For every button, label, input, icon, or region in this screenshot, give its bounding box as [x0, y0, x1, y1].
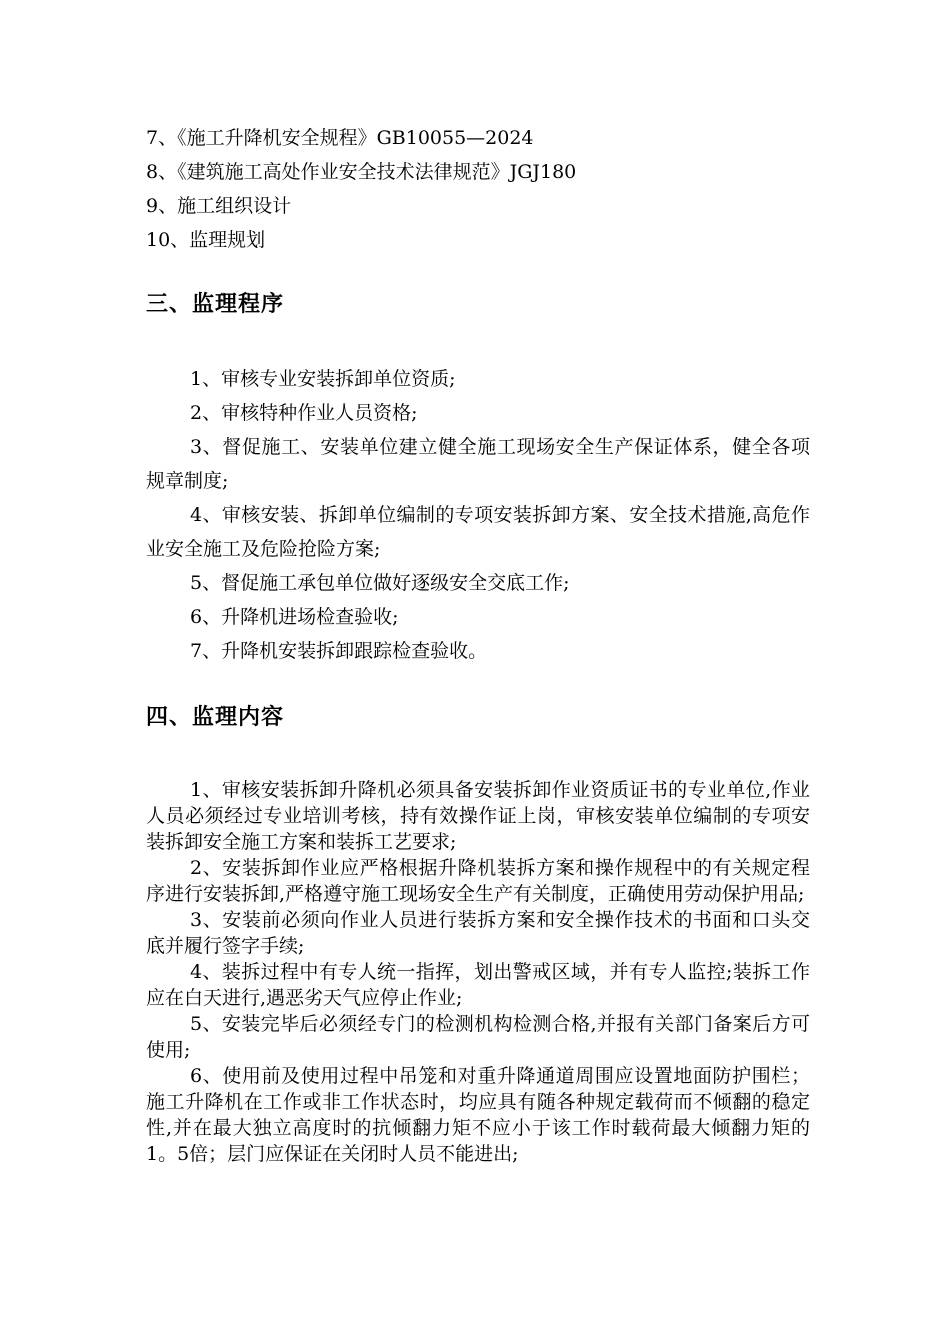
procedure-item: 7、升降机安装拆卸跟踪检查验收。 — [190, 640, 488, 662]
procedure-item: 6、升降机进场检查验收; — [190, 606, 399, 628]
reference-item: 10、监理规划 — [146, 229, 266, 251]
content-item: 6、使用前及使用过程中吊笼和对重升降通道周围应设置地面防护围栏；施工升降机在工作或非工作状态时，均应具有随各种规定载荷而不倾翻的稳定性,并在最大独立高度时的抗倾翻力矩不应小于该工作时载荷最大倾翻力矩的1。5倍；层门应保证在关闭时人员不能进出; — [146, 1065, 810, 1165]
reference-list — [146, 121, 846, 257]
procedure-item: 1、审核专业安装拆卸单位资质; — [190, 368, 456, 390]
section-heading-content: 四、监理内容 — [146, 705, 285, 730]
reference-item: 9、施工组织设计 — [146, 195, 292, 217]
section-heading-procedure: 三、监理程序 — [146, 292, 285, 317]
reference-item: 8、《建筑施工高处作业安全技术法律规范》JGJ180 — [146, 161, 577, 183]
content-item: 3、安装前必须向作业人员进行装拆方案和安全操作技术的书面和口头交底并履行签字手续; — [146, 909, 810, 957]
reference-item: 7、《施工升降机安全规程》GB10055—2024 — [146, 127, 534, 149]
content-item: 2、安装拆卸作业应严格根据升降机装拆方案和操作规程中的有关规定程序进行安装拆卸,严格遵守施工现场安全生产有关制度，正确使用劳动保护用品; — [146, 857, 810, 905]
content-item: 1、审核安装拆卸升降机必须具备安装拆卸作业资质证书的专业单位,作业人员必须经过专业培训考核，持有效操作证上岗，审核安装单位编制的专项安装拆卸安全施工方案和装拆工艺要求; — [146, 779, 810, 853]
procedure-item: 3、督促施工、安装单位建立健全施工现场安全生产保证体系，健全各项规章制度; — [146, 436, 810, 492]
procedure-item: 5、督促施工承包单位做好逐级安全交底工作; — [190, 572, 570, 594]
procedure-item: 4、审核安装、拆卸单位编制的专项安装拆卸方案、安全技术措施,高危作业安全施工及危险抢险方案; — [146, 504, 810, 560]
procedure-list — [146, 362, 810, 668]
procedure-item: 2、审核特种作业人员资格; — [190, 402, 418, 424]
content-list — [146, 777, 810, 1167]
content-item: 5、安装完毕后必须经专门的检测机构检测合格,并报有关部门备案后方可使用; — [146, 1013, 810, 1061]
content-item: 4、装拆过程中有专人统一指挥，划出警戒区域，并有专人监控;装拆工作应在白天进行,遇恶劣天气应停止作业; — [146, 961, 810, 1009]
